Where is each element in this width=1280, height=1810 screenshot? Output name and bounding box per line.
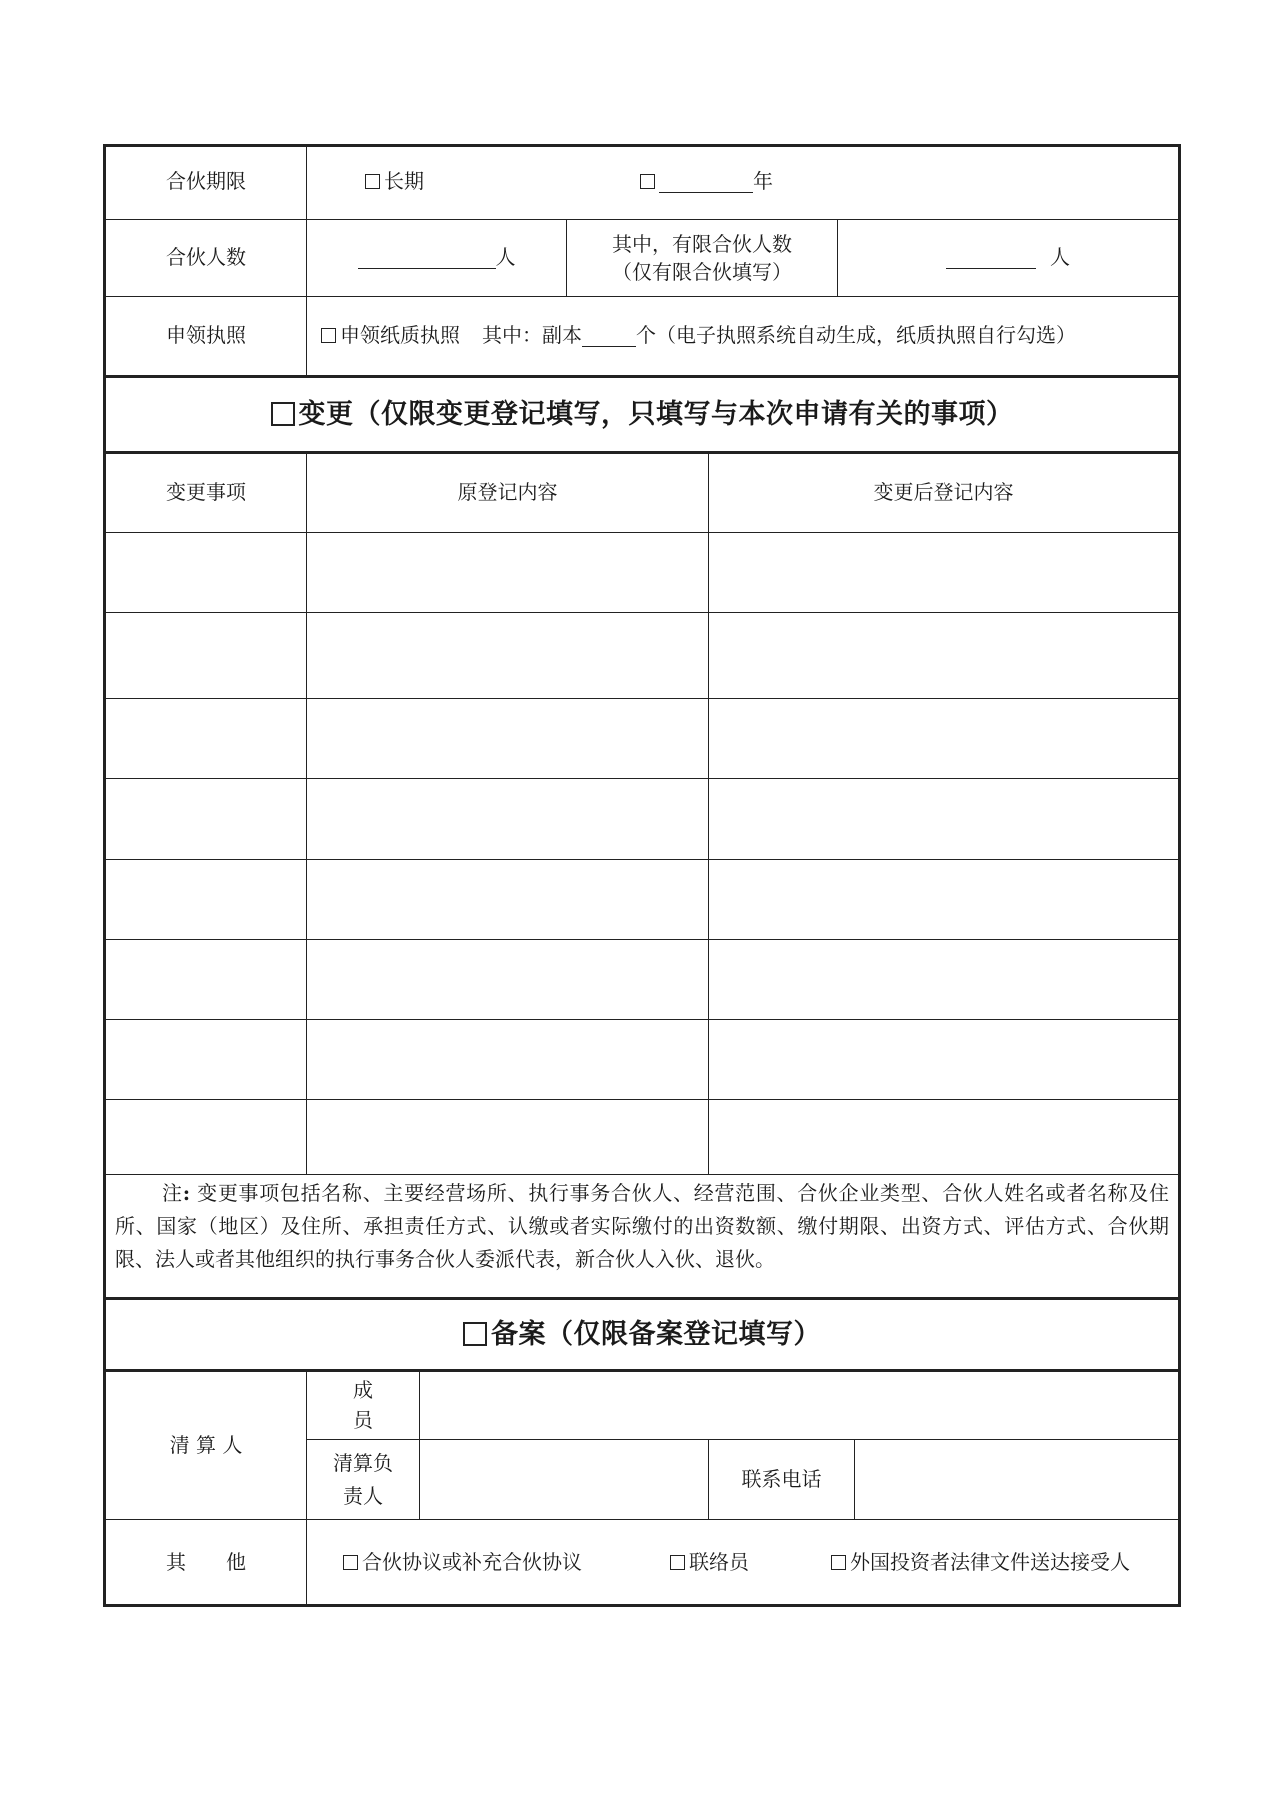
partner-count-blank[interactable] [358,246,496,269]
other-option-label: 联络员 [689,1550,749,1574]
other-option-liaison[interactable] [670,1521,810,1604]
head-line1: 清算负 [333,1450,393,1475]
change-section-title [106,377,1178,451]
limited-partner-field[interactable] [838,219,1178,296]
limited-count-blank[interactable] [946,246,1036,269]
change-row[interactable] [106,779,1178,859]
change-row[interactable] [106,533,1178,612]
copies-suffix: 个（电子执照系统自动生成，纸质执照自行勾选） [636,323,1076,347]
border-bottom [103,1604,1181,1607]
hline [103,1174,1181,1175]
head-label [307,1440,419,1519]
partner-count-unit: 人 [495,245,516,269]
years-option[interactable] [640,144,860,219]
liquidator-label: 清 算 人 [169,1432,243,1457]
change-row[interactable] [106,699,1178,778]
filing-section-title [106,1299,1178,1369]
phone-field[interactable] [855,1440,1178,1519]
members-line1: 成 [353,1378,373,1402]
members-line2: 员 [353,1408,373,1432]
change-row[interactable] [106,940,1178,1019]
copies-prefix: 其中：副本 [482,323,582,347]
partner-count-label: 合伙人数 [166,245,246,269]
checkbox-icon[interactable] [670,1555,685,1570]
checkbox-icon[interactable] [640,174,655,189]
note-prefix: 注 [162,1181,183,1205]
long-term-option[interactable] [365,144,525,219]
change-row[interactable] [106,860,1178,939]
limited-partner-label [567,219,837,296]
checkbox-icon[interactable] [321,328,336,343]
members-field[interactable] [420,1371,1178,1439]
years-unit: 年 [753,169,773,193]
registration-form [103,144,1181,1607]
col-change-item: 变更事项 [166,480,246,504]
other-label: 其 他 [166,1550,246,1574]
copies-blank[interactable] [582,324,636,347]
col-original-content: 原登记内容 [457,480,558,504]
other-option-label: 合伙协议或补充合伙协议 [362,1550,582,1574]
members-label [307,1371,419,1439]
other-option-label: 外国投资者法律文件送达接受人 [850,1550,1130,1574]
change-row[interactable] [106,1020,1178,1099]
change-row[interactable] [106,613,1178,698]
checkbox-icon[interactable] [271,402,295,426]
checkbox-icon[interactable] [365,174,380,189]
long-term-label: 长期 [384,169,424,193]
change-note: 注: 变更事项包括名称、主要经营场所、执行事务合伙人、经营范围、合伙企业类型、合伙人姓名或者名称及住所、国家（地区）及住所、承担责任方式、认缴或者实际缴付的出资数额、缴付期限、出资方式、评估方式、合伙期限、法人或者其他组织的执行事务合伙人委派代表，新合伙人入伙、退伙。 [115,1181,1170,1271]
head-line2: 责人 [343,1483,383,1508]
partnership-term-label: 合伙期限 [166,169,246,193]
change-title-text: 变更（仅限变更登记填写，只填写与本次申请有关的事项） [298,398,1014,430]
limited-count-unit: 人 [1050,245,1070,269]
col-changed-content: 变更后登记内容 [873,480,1014,504]
limited-label-line1: 其中，有限合伙人数 [612,231,792,256]
head-field[interactable] [420,1440,708,1519]
limited-label-line2: （仅有限合伙填写） [612,259,792,284]
note-text: 变更事项包括名称、主要经营场所、执行事务合伙人、经营范围、合伙企业类型、合伙人姓名或者名称及住所、国家（地区）及住所、承担责任方式、认缴或者实际缴付的出资数额、缴付期限、出资方式、评估方式、合伙期限、法人或者其他组织的执行事务合伙人委派代表，新合伙人入伙、退伙。 [115,1181,1170,1271]
other-option-foreign[interactable] [831,1521,1176,1604]
partner-count-field[interactable] [307,219,566,296]
years-blank[interactable] [659,170,753,193]
checkbox-icon[interactable] [463,1322,487,1346]
change-row[interactable] [106,1100,1178,1174]
checkbox-icon[interactable] [343,1555,358,1570]
border-right [1178,144,1181,1607]
checkbox-icon[interactable] [831,1555,846,1570]
license-option[interactable] [321,296,1171,375]
other-option-agreement[interactable] [343,1521,643,1604]
license-label: 申领执照 [166,323,246,347]
license-option-label: 申领纸质执照 [340,323,460,347]
phone-label: 联系电话 [741,1467,822,1491]
filing-title-text: 备案（仅限备案登记填写） [491,1318,821,1350]
